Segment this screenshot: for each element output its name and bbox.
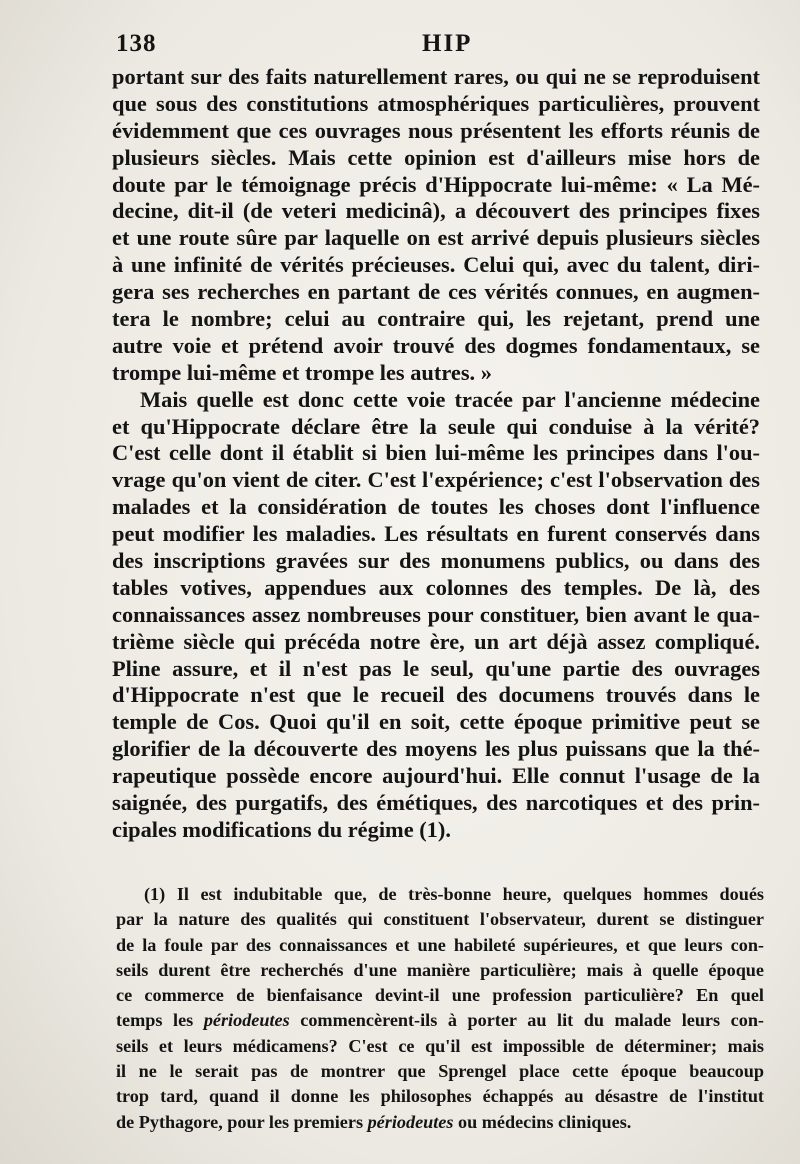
footnote-line: seils et leurs médicamens? C'est ce qu'il est impossible de déterminer; mais bbox=[116, 1035, 764, 1056]
text-line: tera le nombre; celui au contraire qui, les rejetant, prend une bbox=[112, 306, 760, 332]
text-line: trième siècle qui précéda notre ère, un art déjà assez compliqué. bbox=[112, 628, 760, 654]
text-line: connaissances assez nombreuses pour constituer, bien avant le qua- bbox=[112, 601, 760, 627]
text-line: rapeutique possède encore aujourd'hui. Elle connut l'usage de la bbox=[112, 763, 760, 789]
text-line: malades et la considération de toutes les choses dont l'influence bbox=[112, 494, 760, 520]
footnote-line: seils durent être recherchés d'une manière particulière; mais à quelle époque bbox=[116, 959, 764, 980]
footnote bbox=[116, 882, 764, 1135]
text-line: Mais quelle est donc cette voie tracée par l'ancienne médecine bbox=[140, 386, 760, 412]
footnote-line: par la nature des qualités qui constituent l'observateur, durent se distinguer bbox=[116, 909, 764, 930]
text-line: glorifier de la découverte des moyens les plus puissans que la thé- bbox=[112, 736, 760, 762]
footnote-italic-term: périodeutes bbox=[203, 1010, 290, 1031]
text-line: doute par le témoignage précis d'Hippocrate lui-même: « La Mé- bbox=[112, 171, 760, 197]
text-line: trompe lui-même et trompe les autres. » bbox=[112, 359, 492, 385]
footnote-line: il ne le serait pas de montrer que Sprengel place cette époque beaucoup bbox=[116, 1061, 764, 1082]
body-text bbox=[112, 64, 760, 844]
text-line: et qu'Hippocrate déclare être la seule qui conduise à la vérité? bbox=[112, 413, 760, 439]
text-line: gera ses recherches en partant de ces vérités connues, en augmen- bbox=[112, 279, 760, 305]
paragraph bbox=[112, 387, 760, 844]
text-line: et une route sûre par laquelle on est arrivé depuis plusieurs siècles bbox=[112, 225, 760, 251]
text-line: peut modifier les maladies. Les résultats en furent conservés dans bbox=[112, 521, 760, 547]
text-line: que sous des constitutions atmosphériques particulières, prouvent bbox=[112, 90, 760, 116]
footnote-line bbox=[116, 1110, 764, 1135]
footnote-text: temps les bbox=[116, 1010, 204, 1031]
text-line: temple de Cos. Quoi qu'il en soit, cette époque primitive peut se bbox=[112, 709, 760, 735]
text-line: des inscriptions gravées sur des monumens publics, ou dans des bbox=[112, 548, 760, 574]
text-line: C'est celle dont il établit si bien lui-même les principes dans l'ou- bbox=[112, 440, 760, 466]
footnote-line: ce commerce de bienfaisance devint-il une profession particulière? En quel bbox=[116, 985, 764, 1006]
footnote-line bbox=[116, 1008, 764, 1033]
text-line: d'Hippocrate n'est que le recueil des documens trouvés dans le bbox=[112, 682, 760, 708]
footnote-text: ou médecins cliniques. bbox=[453, 1111, 632, 1132]
text-line: cipales modifications du régime (1). bbox=[112, 816, 451, 842]
text-line: saignée, des purgatifs, des émétiques, des narcotiques et des prin- bbox=[112, 790, 760, 816]
text-line: évidemment que ces ouvrages nous présentent les efforts réunis de bbox=[112, 117, 760, 143]
text-line: portant sur des faits naturellement rares, ou qui ne se reproduisent bbox=[112, 64, 760, 89]
footnote-line: trop tard, quand il donne les philosophes échappés au désastre de l'institut bbox=[116, 1086, 764, 1107]
paragraph bbox=[112, 64, 760, 387]
running-head: HIP bbox=[422, 30, 473, 57]
text-line: Pline assure, et il n'est pas le seul, qu'une partie des ouvrages bbox=[112, 655, 760, 681]
footnote-line: (1) Il est indubitable que, de très-bonne heure, quelques hommes doués bbox=[144, 884, 764, 904]
text-line: à une infinité de vérités précieuses. Celui qui, avec du talent, diri- bbox=[112, 252, 760, 278]
text-line: decine, dit-il (de veteri medicinâ), a découvert des principes fixes bbox=[112, 198, 760, 224]
text-line: vrage qu'on vient de citer. C'est l'expérience; c'est l'observation des bbox=[112, 467, 760, 493]
text-line: plusieurs siècles. Mais cette opinion est d'ailleurs mise hors de bbox=[112, 144, 760, 170]
footnote-line: de la foule par des connaissances et une habileté supérieures, et que leurs con- bbox=[116, 934, 764, 955]
footnote-text: de Pythagore, pour les premiers bbox=[116, 1111, 368, 1132]
text-line: tables votives, appendues aux colonnes des temples. De là, des bbox=[112, 574, 760, 600]
footnote-text: commencèrent-ils à porter au lit du malade leurs con- bbox=[289, 1010, 764, 1031]
footnote-italic-term: périodeutes bbox=[367, 1111, 454, 1132]
page-header bbox=[116, 30, 760, 64]
text-line: autre voie et prétend avoir trouvé des dogmes fondamentaux, se bbox=[112, 332, 760, 358]
page-number: 138 bbox=[116, 30, 157, 57]
